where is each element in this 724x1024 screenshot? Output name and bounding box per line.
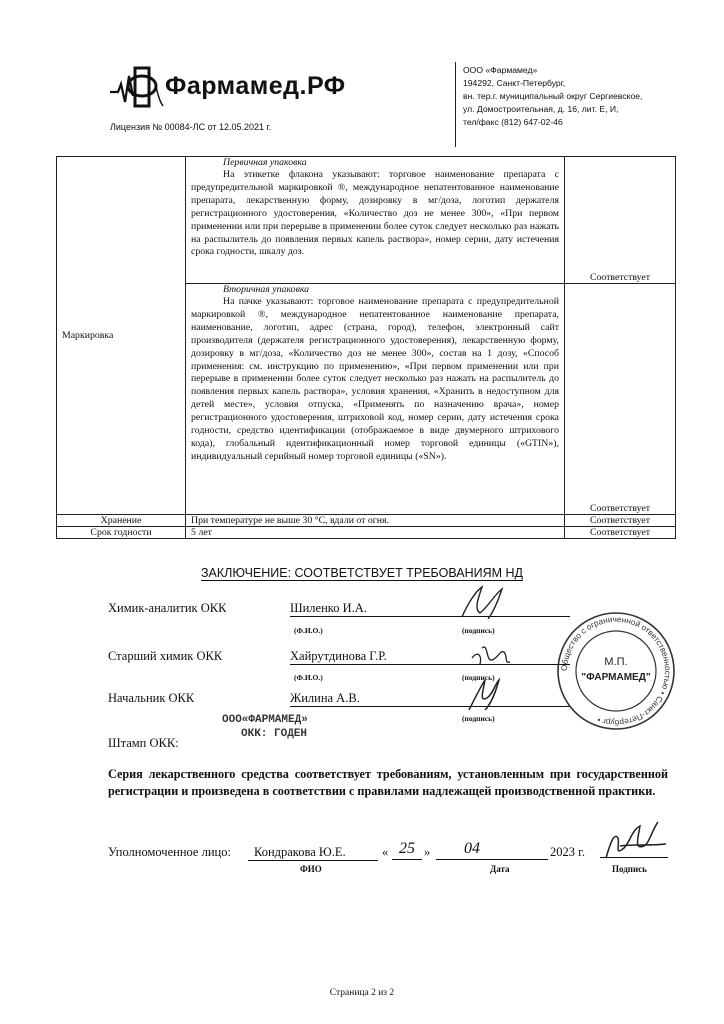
- authorized-label: Уполномоченное лицо:: [108, 845, 231, 859]
- fio-caption: ФИО: [300, 864, 322, 874]
- table-row: [57, 157, 676, 284]
- secondary-packaging-cell: [186, 284, 565, 515]
- org-line: 194292, Санкт-Петербург,: [463, 78, 566, 88]
- authorized-signature: [600, 818, 670, 866]
- seal-mp: М.П.: [604, 656, 628, 668]
- company-seal: [556, 610, 676, 732]
- fio-caption: (Ф.И.О.): [294, 673, 323, 682]
- sign-caption: (подпись): [462, 626, 495, 635]
- org-line: вн. тер.г. муниципальный округ Сергиевское,: [463, 91, 643, 101]
- primary-result: Соответствует: [565, 157, 676, 284]
- stamp-label: Штамп ОКК:: [108, 736, 179, 750]
- secondary-packaging-title: Вторичная упаковка: [223, 284, 310, 295]
- stamp-line-1: ООО«ФАРМАМЕД»: [222, 714, 308, 726]
- sign-caption: (подпись): [462, 714, 495, 723]
- head-name-line: [290, 691, 570, 707]
- date-year: 2023 г.: [550, 845, 585, 859]
- date-caption: Дата: [490, 864, 510, 874]
- seal-name: "ФАРМАМЕД": [581, 672, 651, 683]
- conclusion-text: ЗАКЛЮЧЕНИЕ: СООТВЕТСТВУЕТ ТРЕБОВАНИЯМ НД: [200, 566, 524, 580]
- primary-packaging-cell: [186, 157, 565, 284]
- date-day: 25: [392, 840, 422, 860]
- primary-packaging-text: На этикетке флакона указывают: торговое наименование препарата с предупредительной маркировкой ®, международное непатентованное наименование препарата, лекарственную форму, дозировку в мг/доза, логотип держателя регистрационного удостоверения, «Количество доз не менее 300», «При первом применении или при перерыве в применении более суток следует несколько раз нажать на распылитель до появления первых капель раствора», номер серии, дату истечения срока годности, шкалу доз.: [191, 169, 559, 258]
- senior-signature: [470, 636, 514, 670]
- row-label: Хранение: [57, 515, 186, 527]
- head-name: Жилина А.В.: [290, 691, 360, 705]
- shelf-result: Соответствует: [565, 527, 676, 539]
- seal-ring-text: Общество с ограниченной ответственностью • Санкт-Петербург •: [559, 614, 673, 728]
- chemist-signature: [458, 583, 508, 623]
- quote-open: «: [382, 845, 389, 859]
- org-address: [463, 64, 642, 129]
- company-logo: [108, 62, 164, 112]
- head-role: Начальник ОКК: [108, 691, 195, 705]
- head-signature: [465, 676, 505, 712]
- series-statement: Серия лекарственного средства соответствует требованиям, установленным при государственной регистрации и произведена в соответствии с правилами надлежащей производственной практики.: [108, 767, 668, 798]
- sign-caption: (подпись): [462, 673, 495, 682]
- authorized-name: Кондракова Ю.Е.: [254, 845, 346, 859]
- chemist-name-line: [290, 601, 570, 617]
- chemist-role: Химик-аналитик ОКК: [108, 601, 227, 615]
- storage-result: Соответствует: [565, 515, 676, 527]
- secondary-result: Соответствует: [565, 284, 676, 515]
- storage-text: При температуре не выше 30 °С, вдали от огня.: [186, 515, 565, 527]
- org-line: тел/факс (812) 647-02-46: [463, 117, 563, 127]
- results-table: [56, 156, 676, 539]
- row-label: Маркировка: [57, 157, 186, 515]
- senior-name: Хайрутдинова Г.Р.: [290, 649, 387, 663]
- conclusion-heading: [0, 566, 724, 580]
- brand-name: Фармамед.РФ: [165, 72, 346, 100]
- stamp-line-2: ОКК: ГОДЕН: [241, 728, 308, 740]
- quote-close: »: [424, 845, 431, 859]
- chemist-name: Шиленко И.А.: [290, 601, 367, 615]
- date-month: [436, 840, 548, 860]
- table-row: [57, 527, 676, 539]
- header-divider: [455, 62, 456, 147]
- page-number: Страница 2 из 2: [329, 988, 395, 998]
- sign-caption: Подпись: [612, 864, 647, 874]
- month-value: 04: [464, 840, 480, 857]
- org-line: ООО «Фармамед»: [463, 65, 538, 75]
- org-line: ул. Домостроительная, д. 16, лит. Е, И,: [463, 104, 619, 114]
- fio-caption: (Ф.И.О.): [294, 626, 323, 635]
- authorized-name-line: [248, 845, 378, 861]
- senior-role: Старший химик ОКК: [108, 649, 223, 663]
- authorized-row: [108, 845, 231, 860]
- license-text: Лицензия № 00084-ЛС от 12.05.2021 г.: [110, 122, 272, 132]
- table-row: [57, 515, 676, 527]
- primary-packaging-title: Первичная упаковка: [223, 157, 307, 168]
- secondary-packaging-text: На пачке указывают: торговое наименование препарата с предупредительной маркировкой ®, международное непатентованное наименование препарата, наименование, логотип, адрес (страна, город), телефон, электронный сайт производителя (держателя регистрационного удостоверения), лекарственную форму, дозировку в мг/доза, «Количество доз не менее 300», состав на 1 дозу, «Способ применения: см. инструкцию по применению», «При первом применении или при перерыве в применении более суток следует несколько раз нажать на распылитель до появления первых капель раствора», условия хранения, «Хранить в недоступном для детей месте», условия отпуска, «Применять по назначению врача», номер регистрационного удостоверения, штриховой код, номер серии, дату истечения срока годности, средство идентификации (отображаемое в виде двумерного штрихового кода), глобальный идентификационный номер торговой единицы («GTIN»), индивидуальный серийный номер торговой единицы («SN»).: [191, 296, 559, 462]
- shelf-text: 5 лет: [186, 527, 565, 539]
- row-label: Срок годности: [57, 527, 186, 539]
- senior-name-line: [290, 649, 570, 665]
